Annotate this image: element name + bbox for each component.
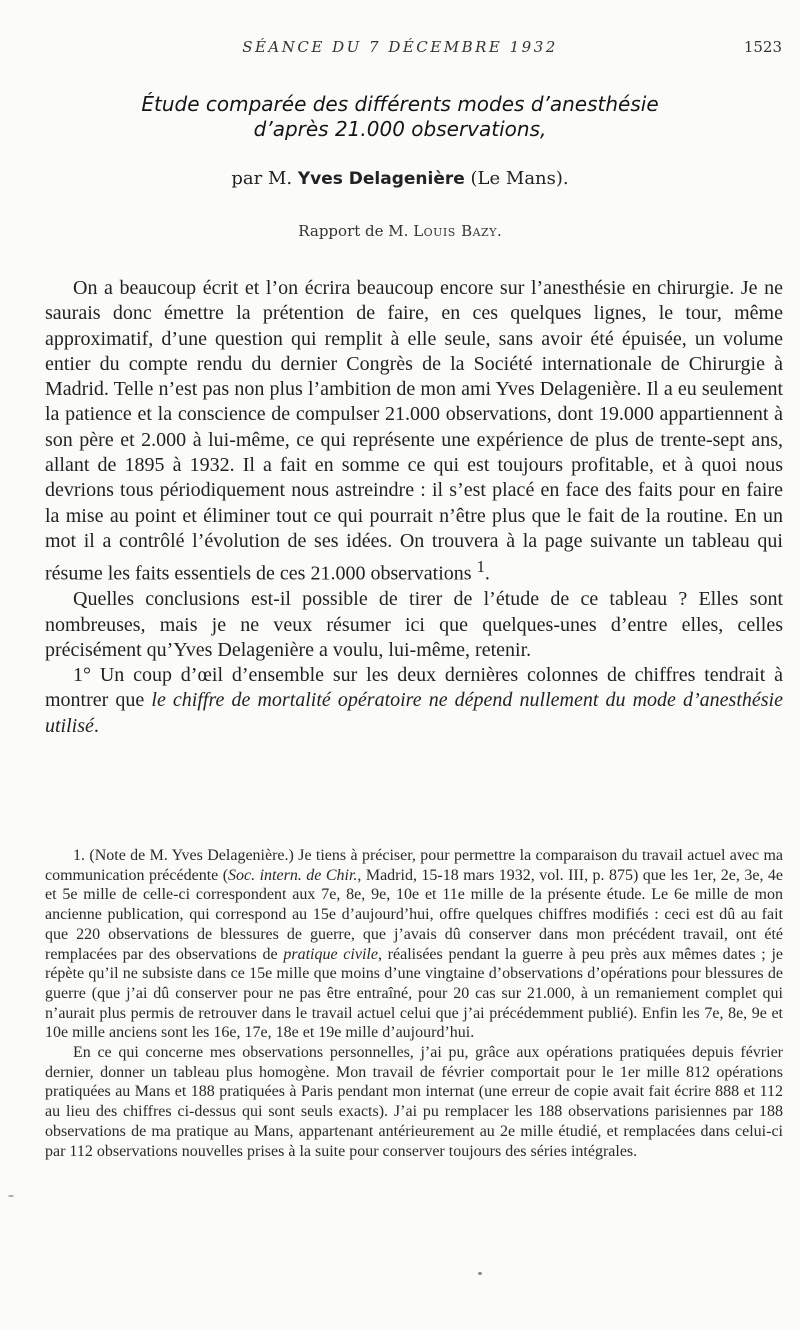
paragraph-1-end: . bbox=[484, 562, 490, 585]
author-name: Yves Delagenière bbox=[297, 169, 465, 189]
footnote-2: En ce qui concerne mes observations personnelles, j’ai pu, grâce aux opérations pratiquées depuis février dernier, donner un tableau plus homogène. Mon travail de février comportait pour le 1er mille 812 opérations pratiquées au Mans et 188 pratiquées à Paris pendant mon internat (une erreur de copie avait fait écrire 888 et 112 au lieu des chiffres ci-dessus qui sont seuls exacts). J’ai pu remplacer les 188 observations parisiennes par 188 observations de ma pratique au Mans, appartenant antérieurement au 2e mille étudié, et remplacées dans celui-ci par 112 observations nouvelles prises à la suite pour conserver toujours des séries intégrales. bbox=[45, 1044, 783, 1160]
footnote-1-emphasis: pratique civile bbox=[283, 945, 378, 963]
report-suffix: . bbox=[496, 222, 502, 240]
footnote-1-text-b: , Madrid, 15-18 mars 1932, vol. III, p. 875) que les 1er, 2e, 3e, 4e et 5e mille de celle-ci correspondent aux 7e, 8e, 9e, 10e et 11e mille de la présente étude. Le 6e mille de mon ancienne publication, qui correspond au 15e d’aujourd’hui, offre quelques chiffres modifiés : ceci est dû au fait que 220 observations de blessures de guerre, que j’avais dû conserver dans mon précédent travail, ont été remplacées par des observations de bbox=[45, 866, 783, 963]
footnote-1-text-c: , réalisées pendant la guerre à peu près aux mêmes dates ; je répète qu’il ne subsiste dans ce 15e mille que moins d’une vingtaine d’observations d’opérations pour blessures de guerre (que j’ai dû conserver pour ne pas être entraîné, pour 20 cas sur 21.000, à un remaniement complet qui n’aurait plus permis de retrouver dans le travail actuel celui que j’ai précédemment publié). Enfin les 7e, 8e, 9e et 10e mille anciens sont les 16e, 17e, 18e et 19e mille d’aujourd’hui. bbox=[45, 945, 784, 1042]
article-title-line-2: d’après 21.000 observations, bbox=[253, 117, 547, 141]
footnote-1-reference: Soc. intern. de Chir. bbox=[228, 866, 358, 884]
footnote-marker: 1 bbox=[476, 557, 485, 577]
reporter-name: Louis Bazy bbox=[413, 222, 497, 240]
paragraph-3-text: Un coup d’œil d’ensemble sur les deux dernières colonnes de chiffres tendrait à montrer que bbox=[45, 664, 783, 712]
footnote-1-text-a: 1. (Note de M. Yves Delagenière.) Je tiens à préciser, pour permettre la comparaison du travail actuel avec ma communication précédente ( bbox=[45, 847, 783, 884]
report-prefix: Rapport de M. bbox=[298, 222, 414, 240]
paragraph-2: Quelles conclusions est-il possible de tirer de l’étude de ce tableau ? Elles sont nombreuses, mais je ne veux résumer ici que quelques-unes d’entre elles, celles précisément qu’Yves Delagenière a voulu, lui-même, retenir. bbox=[45, 588, 783, 661]
article-body bbox=[45, 276, 783, 739]
paragraph-1-text: On a beaucoup écrit et l’on écrira beaucoup encore sur l’anesthésie en chirurgie. Je ne saurais donc émettre la prétention de faire, en ces quelques lignes, le tour, même approximatif, d’une question qui remplit à elle seule, sans avoir été épuisée, un volume entier du compte rendu du dernier Congrès de la Société internationale de Chirurgie à Madrid. Telle n’est pas non plus l’ambition de mon ami Yves Delagenière. Il a eu seulement la patience et la conscience de compulser 21.000 observations, dont 19.000 appartiennent à son père et 2.000 à lui-même, ce qui représente une expérience de plus de trente-sept ans, allant de 1895 à 1932. Il a fait en somme ce qui est toujours profitable, et à quoi nous devrions tous périodiquement nous astreindre : il s’est placé en face des faits pour en faire la mise au point et éliminer tout ce qui pourrait n’être plus que le fait de la routine. En un mot il a contrôlé l’évolution de ses idées. On trouvera à la page suivante un tableau qui résume les faits essentiels de ces 21.000 observations bbox=[45, 277, 783, 585]
paragraph-3-end: . bbox=[93, 714, 99, 737]
running-title: SÉANCE DU 7 DÉCEMBRE 1932 bbox=[242, 38, 558, 56]
page-number: 1523 bbox=[743, 38, 782, 56]
paragraph-3-emphasis: le chiffre de mortalité opératoire ne dépend nullement du mode d’anesthésie utilisé bbox=[45, 689, 783, 737]
print-speck bbox=[478, 1272, 482, 1275]
article-title bbox=[40, 92, 760, 142]
paragraph-3 bbox=[45, 663, 783, 739]
paragraph-1 bbox=[45, 276, 783, 587]
running-head bbox=[0, 38, 800, 60]
paragraph-3-number: 1° bbox=[73, 664, 91, 687]
footnotes bbox=[45, 846, 783, 1161]
author-prefix: par M. bbox=[231, 168, 298, 189]
print-speck bbox=[8, 1195, 14, 1197]
author-line bbox=[0, 168, 800, 189]
author-location: (Le Mans). bbox=[464, 168, 569, 189]
report-line bbox=[0, 222, 800, 240]
article-title-line-1: Étude comparée des différents modes d’anesthésie bbox=[141, 92, 659, 116]
footnote-1 bbox=[45, 846, 783, 1043]
